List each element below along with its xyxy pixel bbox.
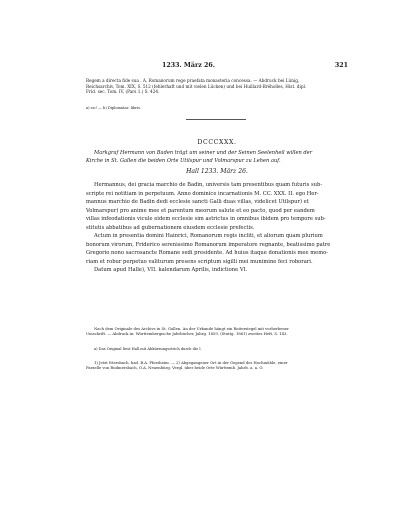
document-body — [86, 181, 348, 275]
section-divider — [186, 119, 246, 120]
place-footnote-line: Parzelle von Rudmersbach, O.A. Neuenbürg. Vergl. über beide Orte Württemb. Jahrb. a. a. O. — [86, 366, 264, 371]
source-note — [86, 327, 348, 338]
body-line: Datum apud Halle), VII. kalendarum Aprilis, indictione VI. — [94, 267, 248, 274]
source-line: Nach dem Originale des Archivs in St. Gallen. An der Urkunde hängt ein Reitersiegel mit vorherbener — [94, 327, 289, 331]
running-head — [86, 62, 348, 74]
top-footnote-text: a) sic! — b) Diplomatar: libris. — [86, 106, 142, 110]
body-line: Hermannus, dei gracia marchio de Badin, universis tam presentibus quam futuris sub- — [94, 182, 323, 188]
body-line: Gregorio nono sacrosancte Romane sedi presidente. Ad huius itaque donationis mee memo- — [86, 250, 329, 257]
body-line: Actum in presentia domini Hainrici, Romanorum regis incliti, et aliorum quam plurium — [94, 233, 323, 240]
running-head-date: 1233. März 26. — [162, 62, 216, 69]
body-line: scripte rei notitiam in perpetuum. Anno dominice incarnationis M. CC. XXX. II. ego Her- — [86, 190, 319, 197]
footnote-original — [86, 347, 348, 352]
footnote-original-text: a) Das Original liest Hall mit Abkürzungsstrich durch die l. — [94, 347, 202, 351]
page-number: 321 — [334, 62, 348, 69]
body-line: riam et robur perpetuo valiturum presens scriptum sigilli mei munimine feci roborari. — [86, 258, 313, 265]
summary-line: Kirche in St. Gallen die beiden Orte Utilspur und Volmarspur zu Lehen auf. — [86, 157, 281, 164]
body-line: mannus marchio de Badin dedi ecclesie sancti Galli duas villas, videlicet Utilspur) et — [86, 199, 309, 206]
place-footnote-line: 1) Jetzt Ittersbach, bad. B.A. Pforzheim. — 2) Abgegangener Ort in der Gegend der Hochmühle, einer — [94, 361, 288, 365]
document-number: DCCCXXX. — [197, 139, 237, 146]
top-footnote — [86, 106, 348, 111]
summary-line: Markgraf Hermann von Baden trägt um seiner und der Seinen Seelenheil willen der — [94, 150, 313, 156]
place-date: Hall 1233. März 26. — [186, 168, 248, 175]
body-line: Volmarspur) pro anime mee et parentum meorum salute et eo pacto, quod per eandem — [86, 207, 315, 214]
top-note-line: Reichsarchiv, Tom. XIX, S. 512 (fehlerhaft und mit vielen Lücken) und bei Huillard-Bréholles, Hist. dipl. — [86, 83, 307, 89]
source-line: Umschrift. — Abdruck in: Württembergische Jahrbücher, Jahrg. 1859, (Stuttg. 1861) zweites Heft, S. 143. — [86, 332, 288, 337]
body-line: bonorum virorum, Friderico serenissimo Romanorum imperatore regnante, beatissimo patre — [86, 241, 331, 248]
top-note-line: Frid. sec. Tom. IV, (Pars 1.) S. 424. — [86, 89, 160, 95]
body-line: villas infeodationis vicule eidem ecclesie sim astrictus in omnibus ibidem pro tempore sub- — [86, 216, 326, 223]
body-line: stitutis abbatibus ad gubernationem eiusdem ecclesie prefectis. — [86, 224, 255, 231]
top-note — [86, 78, 348, 95]
top-note-line: Regem a directa fide sua . A. Romanorum rege praefata monasteria concessa. — Abdruck bei Lünig, — [86, 78, 300, 83]
document-summary — [86, 150, 348, 166]
place-footnotes — [86, 361, 348, 372]
